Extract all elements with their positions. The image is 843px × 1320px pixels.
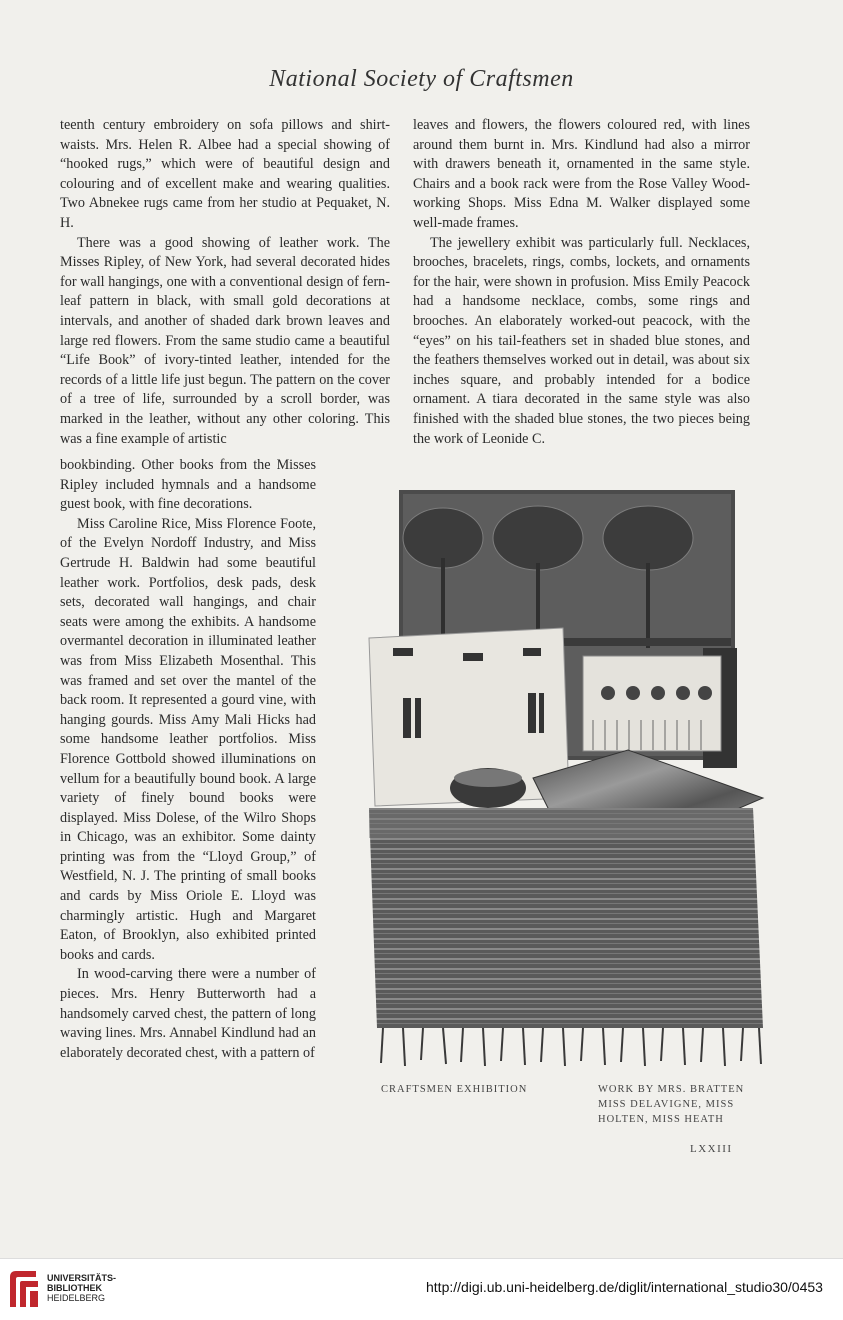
exhibition-photograph — [363, 488, 811, 1072]
paragraph: The jewellery exhibit was particularly full. Necklaces, brooches, bracelets, rings, combs, lockets, and ornaments for the hair, were shown in profusion. Miss Emily Peacock had a handsome necklace, combs, some rings and brooches. An elaborately worked-out peacock, with the “eyes” on his tail-feathers set in shaded blue stones, and the feathers themselves worked out in detail, was about six inches square, and probably intended for a bodice ornament. A tiara decorated in the same style was also finished with the shaded blue stones, the two pieces being the work of Leonide C. — [413, 234, 750, 447]
photo-caption-left: CRAFTSMEN EXHIBITION — [381, 1084, 528, 1095]
library-name-line: HEIDELBERG — [47, 1293, 106, 1303]
right-column — [413, 116, 750, 449]
page-number: LXXIII — [690, 1143, 733, 1155]
paragraph: bookbinding. Other books from the Misses Ripley included hymnals and a handsome guest book, with fine decorations. — [60, 457, 316, 513]
source-url[interactable]: http://digi.ub.uni-heidelberg.de/diglit/international_studio30/0453 — [426, 1279, 823, 1295]
university-library-logo-icon — [6, 1267, 42, 1311]
running-header: National Society of Craftsmen — [269, 66, 574, 92]
left-column-bottom — [60, 456, 316, 1063]
library-footer — [0, 1258, 843, 1320]
paragraph: There was a good showing of leather work. The Misses Ripley, of New York, had several decorated hides for wall hangings, one with a conventional design of fern-leaf pattern in black, with small gold decorations at intervals, and another of shaded dark brown leaves and large red flowers. From the same studio came a beautiful “Life Book” of ivory-tinted leather, intended for the records of a little life just begun. The pattern on the cover of a tree of life, surrounded by a scroll border, was marked in the leather, without any other coloring. This was a fine example of artistic — [60, 234, 390, 447]
left-column-top — [60, 116, 390, 449]
paragraph: leaves and flowers, the flowers coloured red, with lines around them burnt in. Mrs. Kindlund had also a mirror with drawers beneath it, ornamented in the same style. Chairs and a book rack were from the Rose Valley Wood-working Shops. Miss Edna M. Walker displayed some well-made frames. — [413, 117, 750, 231]
library-name-line: BIBLIOTHEK — [47, 1283, 102, 1293]
photo-caption-right: WORK BY MRS. BRATTEN MISS DELAVIGNE, MISS HOLTEN, MISS HEATH — [598, 1084, 745, 1125]
paragraph: Miss Caroline Rice, Miss Florence Foote, of the Evelyn Nordoff Industry, and Miss Gertrude H. Baldwin had some beautiful leather work. Portfolios, desk pads, desk sets, decorated wall hangings, and chair seats were among the exhibits. A handsome overmantel decoration in illuminated leather was from Miss Elizabeth Mosenthal. This was framed and set over the mantel of the back room. It represented a gourd vine, with hanging gourds. Miss Amy Mali Hicks had some handsome leather portfolios. Miss Florence Gottbold showed illuminations on vellum for a beautifully bound book. A large variety of finely bound books were displayed. Miss Dolese, of the Wilro Shops in Chicago, was an exhibitor. Some dainty printing was from the “Lloyd Group,” of Westfield, N. J. The printing of small books and cards by Miss Oriole E. Lloyd was charmingly artistic. Hugh and Margaret Eaton, of Brooklyn, also exhibited printed books and cards. — [60, 515, 316, 963]
library-name — [47, 1273, 116, 1303]
paragraph: In wood-carving there were a number of pieces. Mrs. Henry Butterworth had a handsomely carved chest, the pattern of long waving lines. Mrs. Annabel Kindlund had an elaborately decorated chest, with a pattern of — [60, 966, 316, 1061]
library-name-line: UNIVERSITÄTS- — [47, 1273, 117, 1283]
paragraph: teenth century embroidery on sofa pillows and shirt-waists. Mrs. Helen R. Albee had a special showing of “hooked rugs,” which were of beautiful design and colouring and of excellent make and wearing qualities. Two Abnekee rugs came from her studio at Pequaket, N. H. — [60, 117, 390, 231]
